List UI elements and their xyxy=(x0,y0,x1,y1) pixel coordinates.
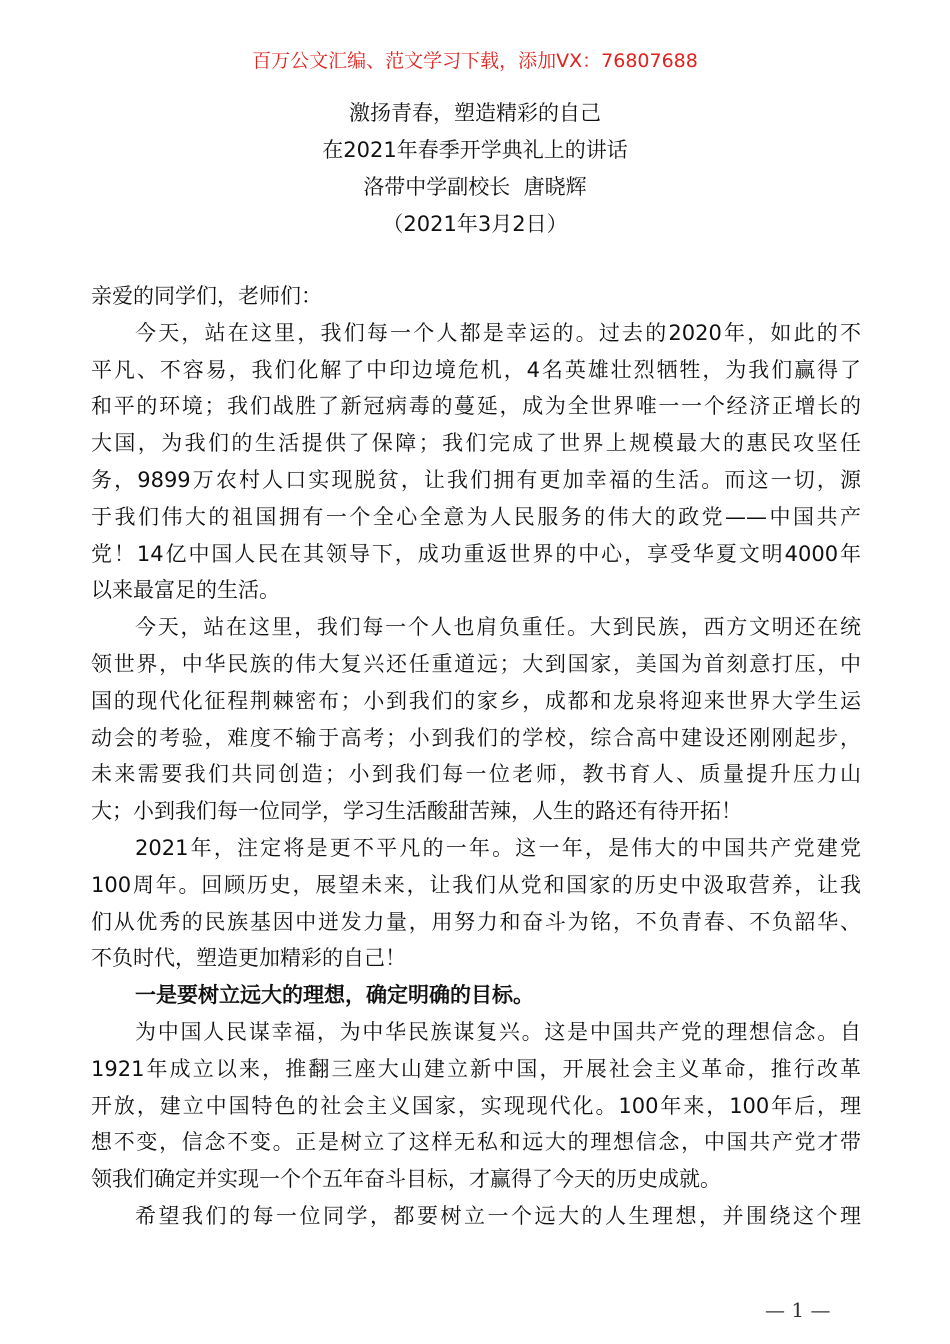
paragraph-line: 大国，为我们的生活提供了保障；我们完成了世界上规模最大的惠民攻坚任 xyxy=(91,431,861,456)
paragraph-line: 务，9899万农村人口实现脱贫，让我们拥有更加幸福的生活。而这一切，源 xyxy=(91,467,861,492)
paragraph-line: 开放，建立中国特色的社会主义国家，实现现代化。100年来，100年后，理 xyxy=(91,1093,861,1118)
paragraph-line: 为中国人民谋幸福，为中华民族谋复兴。这是中国共产党的理想信念。自 xyxy=(135,1019,861,1044)
paragraph-line: 1921年成立以来，推翻三座大山建立新中国，开展社会主义革命，推行改革 xyxy=(91,1056,861,1081)
paragraph-line: 领世界，中华民族的伟大复兴还任重道远；大到国家，美国为首刻意打压，中 xyxy=(91,651,861,676)
paragraph-line: 们从优秀的民族基因中迸发力量，用努力和奋斗为铭，不负青春、不负韶华、 xyxy=(91,909,861,934)
salutation: 亲爱的同学们，老师们： xyxy=(91,284,322,308)
paragraph xyxy=(91,315,861,609)
speech-title: 激扬青春，塑造精彩的自己 xyxy=(349,101,601,125)
section-heading xyxy=(91,977,861,1014)
paragraph-line: 100周年。回顾历史，展望未来，让我们从党和国家的历史中汲取营养，让我 xyxy=(91,872,861,897)
paragraph-line: 希望我们的每一位同学，都要树立一个远大的人生理想，并围绕这个理 xyxy=(135,1203,861,1228)
paragraph-line: 平凡、不容易，我们化解了中印边境危机，4名英雄壮烈牺牲，为我们赢得了 xyxy=(91,357,861,382)
speech-subtitle: 在2021年春季开学典礼上的讲话 xyxy=(322,138,628,162)
page-number: — 1 — xyxy=(765,1298,831,1322)
paragraph-line: 今天，站在这里，我们每一个人都是幸运的。过去的2020年，如此的不 xyxy=(135,320,861,345)
paragraph-line: 不负时代，塑造更加精彩的自己！ xyxy=(91,946,406,971)
paragraph-line: 未来需要我们共同创造；小到我们每一位老师，教书育人、质量提升压力山 xyxy=(91,762,861,787)
paragraph-line: 一是要树立远大的理想，确定明确的目标。 xyxy=(135,983,534,1008)
paragraph-line: 大；小到我们每一位同学，学习生活酸甜苦辣，人生的路还有待开拓！ xyxy=(91,799,742,824)
paragraph xyxy=(91,1198,861,1235)
paragraph-line: 以来最富足的生活。 xyxy=(91,578,280,603)
document-body xyxy=(91,278,861,1235)
paragraph-line: 今天，站在这里，我们每一个人也肩负重任。大到民族，西方文明还在统 xyxy=(135,615,861,640)
speech-date: （2021年3月2日） xyxy=(382,212,568,236)
speech-author: 洛带中学副校长 唐晓辉 xyxy=(363,175,587,199)
paragraph xyxy=(91,609,861,830)
paragraph-line: 2021年，注定将是更不平凡的一年。这一年，是伟大的中国共产党建党 xyxy=(135,835,861,860)
paragraph-line: 和平的环境；我们战胜了新冠病毒的蔓延，成为全世界唯一一个经济正增长的 xyxy=(91,394,861,419)
paragraph-line: 动会的考验，难度不输于高考；小到我们的学校，综合高中建设还刚刚起步， xyxy=(91,725,861,750)
paragraph-line: 想不变，信念不变。正是树立了这样无私和远大的理想信念，中国共产党才带 xyxy=(91,1130,861,1155)
watermark-banner: 百万公文汇编、范文学习下载，添加VX：76807688 xyxy=(252,50,698,72)
paragraph-line: 领我们确定并实现一个个五年奋斗目标，才赢得了今天的历史成就。 xyxy=(91,1167,721,1192)
paragraph-line: 于我们伟大的祖国拥有一个全心全意为人民服务的伟大的政党——中国共产 xyxy=(91,504,861,529)
paragraph-line: 党！14亿中国人民在其领导下，成功重返世界的中心，享受华夏文明4000年 xyxy=(91,541,861,566)
paragraph-line: 国的现代化征程荆棘密布；小到我们的家乡，成都和龙泉将迎来世界大学生运 xyxy=(91,688,861,713)
paragraph xyxy=(91,830,861,977)
paragraph xyxy=(91,1014,861,1198)
